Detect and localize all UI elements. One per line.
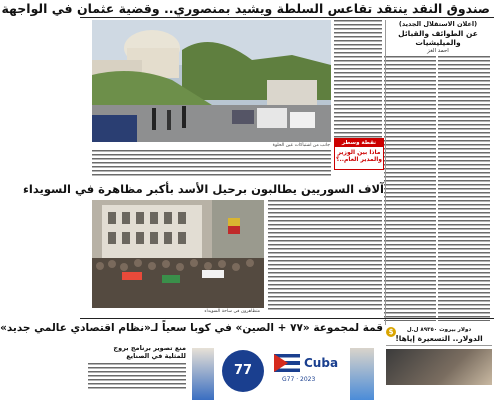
red-box-label: نقطة وسطر — [335, 139, 383, 147]
bottom-teaser[interactable] — [88, 344, 186, 400]
top-rule — [80, 17, 494, 18]
photo-street-scene — [92, 20, 331, 142]
dollar-kicker: دولار بيروت ٨٩٣٥٠ ل.ل — [406, 327, 472, 333]
mid-rule — [80, 318, 494, 319]
red-box-line2: والمدير العام..؟ — [336, 156, 382, 163]
article-text-1 — [334, 20, 382, 138]
side-column-divider — [385, 20, 386, 325]
dollar-title: الدولار.. التسعيرة إياها! — [386, 334, 492, 346]
photo-crowd-scene — [92, 200, 264, 308]
second-headline[interactable]: آلاف السوريين يطالبون برحيل الأسد بأكبر مظاهرة في السويداء — [23, 182, 384, 196]
photo-sweida-protest — [92, 200, 264, 308]
bottom-teaser-title: منع تصوير برنامج بروج — [113, 344, 186, 352]
article-text-2 — [268, 200, 382, 312]
side-column-author: احمد الغز — [427, 48, 449, 54]
photo1-caption: جانب من اشتباكات عين الحلوة — [272, 143, 330, 148]
cuba-label: Cuba — [304, 356, 339, 370]
top-headline[interactable]: صندوق النقد ينتقد تقاعس السلطة ويشيد بمنصوري.. وقضية عثمان في الواجهة — [1, 1, 490, 16]
photo-ain-hilweh — [92, 20, 331, 142]
third-headline[interactable]: قمة لمجموعة «٧٧ + الصين» في كوبا سعياً لـ«نظام اقتصادي عالمي جديد» — [0, 322, 383, 334]
runner-figure-left — [192, 348, 214, 400]
bottom-teaser-text — [88, 363, 186, 391]
side-column-title[interactable]: عن الطوائف والقبائل والميليشيات — [398, 29, 478, 47]
photo2-caption: متظاهرون في ساحة السويداء — [204, 309, 260, 314]
dollar-image — [386, 349, 492, 385]
dollar-icon: $ — [386, 327, 396, 337]
dollar-box[interactable] — [386, 326, 492, 400]
side-column-text-2 — [438, 56, 490, 321]
cuba-flag-icon — [274, 354, 300, 372]
cuba-banner — [190, 344, 376, 400]
article-text-1b — [92, 150, 331, 178]
red-box-line1: ماذا بين الوزير — [337, 149, 381, 156]
side-column-header — [384, 20, 492, 54]
g77-event-label: G77 · 2023 — [282, 376, 316, 383]
side-column-kicker: (اعلان الاستقلال الجديد) — [398, 20, 478, 28]
red-box[interactable] — [334, 138, 384, 170]
bottom-teaser-subtitle: للمثلية في الصنايع — [126, 352, 186, 360]
side-column-text-1 — [384, 56, 436, 321]
runner-figure-right — [350, 348, 374, 400]
g77-logo-icon: 77 — [222, 350, 264, 392]
